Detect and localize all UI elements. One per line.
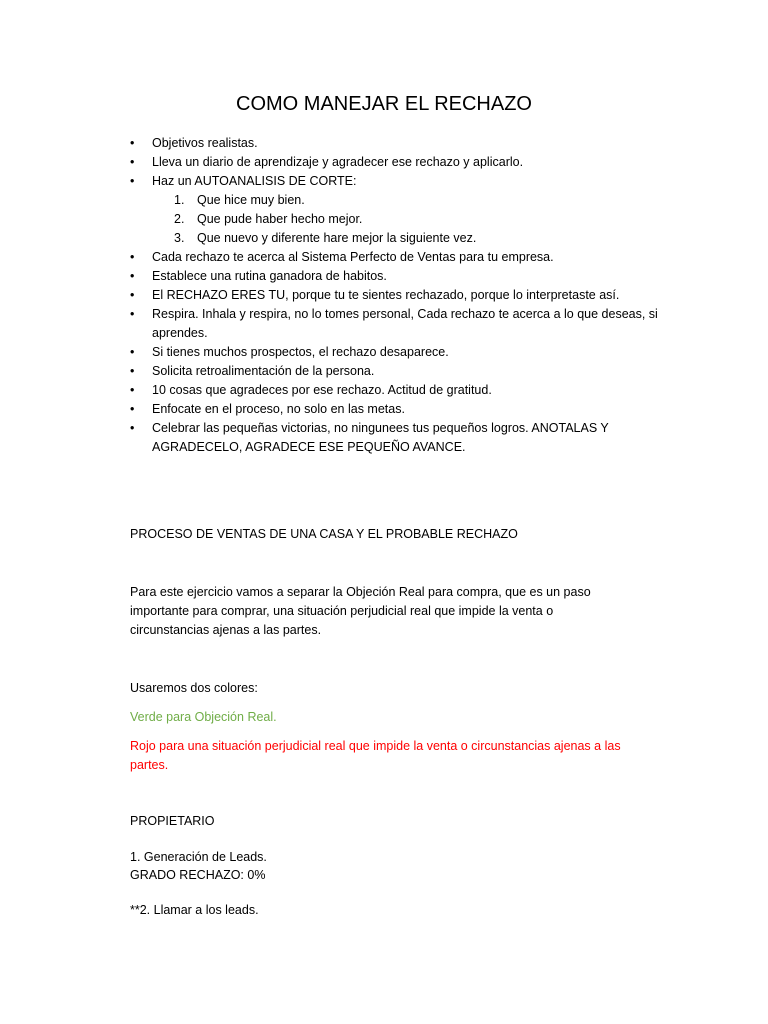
- list-item-label: Haz un AUTOANALISIS DE CORTE:: [152, 174, 357, 188]
- green-legend-line: Verde para Objeción Real.: [130, 710, 277, 724]
- section-heading: PROCESO DE VENTAS DE UNA CASA Y EL PROBABLE RECHAZO: [130, 527, 518, 541]
- owner-heading: PROPIETARIO: [130, 814, 215, 828]
- colors-intro: Usaremos dos colores:: [130, 681, 258, 695]
- list-item: • Establece una rutina ganadora de habitos.: [130, 267, 660, 286]
- intro-paragraph: Para este ejercicio vamos a separar la Objeción Real para compra, que es un paso importante para comprar, una situación perjudicial real que impide la venta o circunstancias ajenas a las partes.: [130, 585, 591, 637]
- item-number: 2.: [174, 212, 185, 226]
- list-item: • El RECHAZO ERES TU, porque tu te sientes rechazado, porque lo interpretaste así.: [130, 286, 660, 305]
- list-item: • Objetivos realistas.: [130, 134, 660, 153]
- autoanalisis-numbered-list: [152, 191, 660, 248]
- numbered-item: [152, 229, 660, 248]
- item-text: Que nuevo y diferente hare mejor la siguiente vez.: [197, 231, 477, 245]
- numbered-item: [152, 210, 660, 229]
- list-item: • Celebrar las pequeñas victorias, no ningunees tus pequeños logros. ANOTALAS Y AGRADECELO, AGRADECE ESE PEQUEÑO AVANCE.: [130, 419, 660, 457]
- list-item: • Cada rechazo te acerca al Sistema Perfecto de Ventas para tu empresa.: [130, 248, 660, 267]
- item-number: 1.: [174, 193, 185, 207]
- step-1-grade: GRADO RECHAZO: 0%: [130, 868, 266, 882]
- red-legend-line: Rojo para una situación perjudicial real que impide la venta o circunstancias ajenas a las partes.: [130, 739, 621, 772]
- item-number: 3.: [174, 231, 185, 245]
- list-item: • Enfocate en el proceso, no solo en las metas.: [130, 400, 660, 419]
- item-text: Que hice muy bien.: [197, 193, 305, 207]
- numbered-item: [152, 191, 660, 210]
- list-item: • Solicita retroalimentación de la persona.: [130, 362, 660, 381]
- tips-bullet-list: [130, 134, 660, 457]
- list-item: • Si tienes muchos prospectos, el rechazo desaparece.: [130, 343, 660, 362]
- list-item-autoanalisis: [130, 172, 660, 248]
- list-item: • 10 cosas que agradeces por ese rechazo. Actitud de gratitud.: [130, 381, 660, 400]
- step-1: 1. Generación de Leads.: [130, 850, 267, 864]
- step-2: **2. Llamar a los leads.: [130, 903, 259, 917]
- list-item: • Respira. Inhala y respira, no lo tomes personal, Cada rechazo te acerca a lo que deseas, si aprendes.: [130, 305, 660, 343]
- list-item: • Lleva un diario de aprendizaje y agradecer ese rechazo y aplicarlo.: [130, 153, 660, 172]
- item-text: Que pude haber hecho mejor.: [197, 212, 363, 226]
- document-title: COMO MANEJAR EL RECHAZO: [236, 93, 532, 115]
